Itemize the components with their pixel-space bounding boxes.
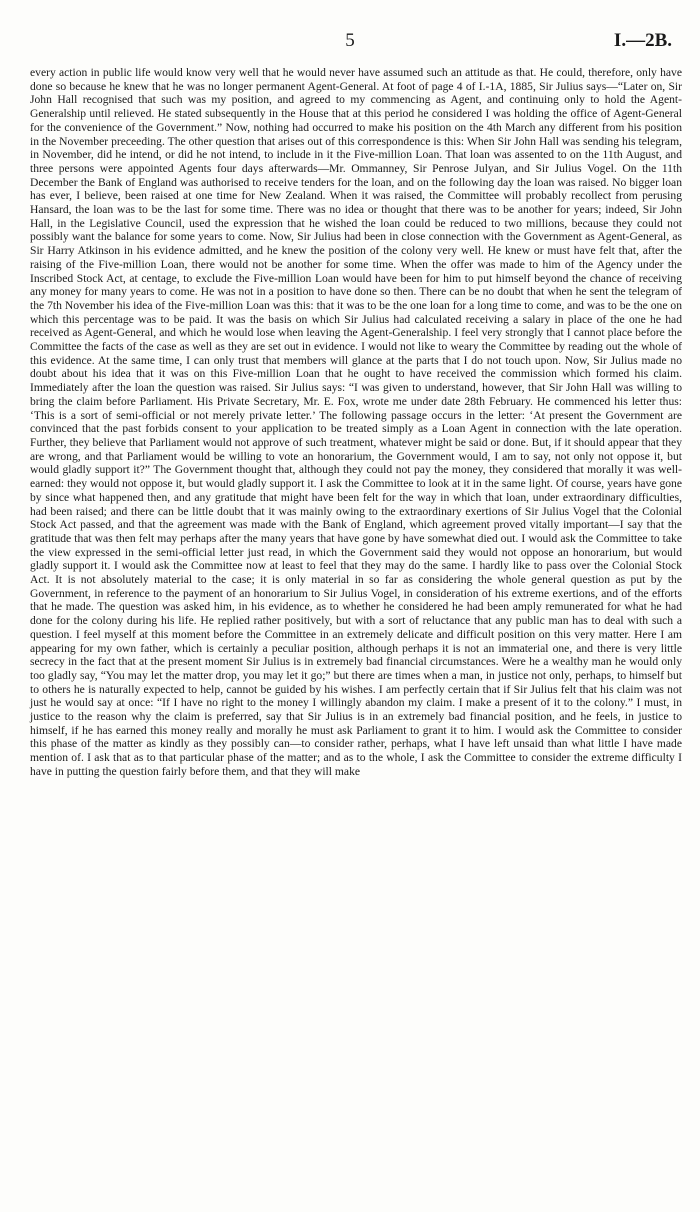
- page-number: 5: [345, 30, 355, 51]
- body-text: [30, 66, 682, 779]
- body-paragraph: every action in public life would know very well that he would never have assumed such an attitude as that. He could, therefore, only have done so because he knew that he was no longer permanent Agent-General. At foot of page 4 of I.-1A, 1885, Sir Julius says—“Later on, Sir John Hall recognised that such was my position, and agreed to my commencing as Agent, and continuing only to hold the Agent-Generalship until relieved. He stated subsequently in the House that at this period he considered I was holding the office of Agent-General for the convenience of the Government.” Now, nothing had occurred to make his position on the 4th March any different from his position in the November preceeding. The other question that arises out of this correspondence is this: When Sir John Hall was sending his telegram, in November, did he intend, or did he not intend, to include in it the Five-million Loan. That loan was assented to on the 11th August, and three persons were appointed Agents four days afterwards—Mr. Ommanney, Sir Penrose Julyan, and Sir Julius Vogel. On the 11th December the Bank of England was authorised to receive tenders for the loan, and on the following day the loan was raised. No bigger loan has ever, I believe, been raised at one time for New Zealand. When it was raised, the Committee will probably recollect from perusing Hansard, the loan was to be the last for some time. There was no idea or thought that there was to be another for years; indeed, Sir John Hall, in the Legislative Council, used the expression that he wished the loan could be reduced to two millions, because they could not possibly want the balance for some years to come. Now, Sir Julius had been in close connection with the Government as Agent-General, as Sir Harry Atkinson in his evidence admitted, and he knew the position of the colony very well. He knew or must have felt that, after the raising of the Five-million Loan, there would not be another for some time. When the offer was made to him of the Agency under the Inscribed Stock Act, at centage, to exclude the Five-million Loan would have been for him to put himself beyond the chance of receiving any money for many years to come. He was not in a position to have done so then. There can be no doubt that when he sent the telegram of the 7th November his idea of the Five-million Loan was this: that it was to be the one loan for a long time to come, and was to be the one on which this percentage was to be paid. It was the basis on which Sir Julius had calculated receiving a salary in place of the one he had received as Agent-General, and which he would lose when leaving the Agent-Generalship. I feel very strongly that I cannot place before the Committee the facts of the case as well as they are set out in evidence. I would not like to weary the Committee by reading out the whole of this evidence. At the same time, I can only trust that members will glance at the parts that I do not touch upon. Now, Sir Julius made no doubt about his idea that it was on this Five-million Loan that he ought to have received the commission which formed his claim. Immediately after the loan the question was raised. Sir Julius says: “I was given to understand, however, that Sir John Hall was willing to bring the claim before Parliament. His Private Secretary, Mr. E. Fox, wrote me under date 28th February. He commenced his letter thus: ‘This is a sort of semi-official or not merely private letter.’ The following passage occurs in the letter: ‘At present the Government are convinced that the past forbids consent to your application to be treated simply as a Loan Agent in connection with the late operation. Further, they believe that Parliament would not approve of such treatment, whatever might be said or done. But, if it should appear that they are wrong, and that Parliament would be willing to vote an honorarium, the Government would, I am to say, not only not oppose it, but would gladly support it?” The Government thought that, although they could not pay the money, they considered that morally it was well-earned: they would not oppose it, but would gladly support it. I ask the Committee to look at it in the same light. Of course, years have gone by since what happened then, and any gratitude that might have been felt for the way in which that loan, under extraordinary difficulties, had been raised; and there can be little doubt that it was mainly owing to the extraordinary exertions of Sir Julius Vogel that the Colonial Stock Act passed, and that the agreement was made with the Bank of England, which agreement proved vitally important—I say that the gratitude that was then felt may perhaps after the many years that have gone by have somewhat died out. I would ask the Committee to take the view expressed in the semi-official letter just read, in which the Government said they would not oppose an honorarium, but would gladly support it. I would ask the Committee now at least to feel that they may do the same. I hardly like to pass over the Colonial Stock Act. It is not absolutely material to the case; it is only material in so far as considering the whole general question as put by the Government, in reference to the payment of an honorarium to Sir Julius Vogel, in consideration of his extreme exertions, and of the efforts that he made. The question was asked him, in his evidence, as to whether he considered he had been amply remunerated for what he had done for the colony during his life. He replied rather positively, but with a sort of reluctance that any public man has to deal with such a question. I feel myself at this moment before the Committee in an extremely delicate and difficult position on this very matter. Here I am appearing for my own father, which is certainly a peculiar position, although perhaps it is not an immaterial one, and there is very little secrecy in the fact that at the present moment Sir Julius is in extremely bad financial circumstances. Were he a wealthy man he would only too gladly say, “You may let the matter drop, you may let it go;” but there are times when a man, in justice not only, perhaps, to himself but to others he is naturally expected to help, cannot be guided by his wishes. I am perfectly certain that if Sir Julius felt that his claim was not just he would say at once: “If I have no right to the money I willingly abandon my claim. I make a present of it to the colony.” I must, in justice to the reason why the claim is preferred, say that Sir Julius is in an extremely bad financial position, and he feels, in justice to himself, if he has earned this money really and morally he must ask Parliament to grant it to him. I would ask the Committee to consider this phase of the matter as kindly as they possibly can—to consider rather, perhaps, what I have left unsaid than what little I have made mention of. I ask that as to that particular phase of the matter; and as to the whole, I ask the Committee to consider the extreme difficulty I have in putting the question fairly before them, and that they will make: [30, 66, 682, 778]
- document-reference: I.—2B.: [613, 30, 672, 51]
